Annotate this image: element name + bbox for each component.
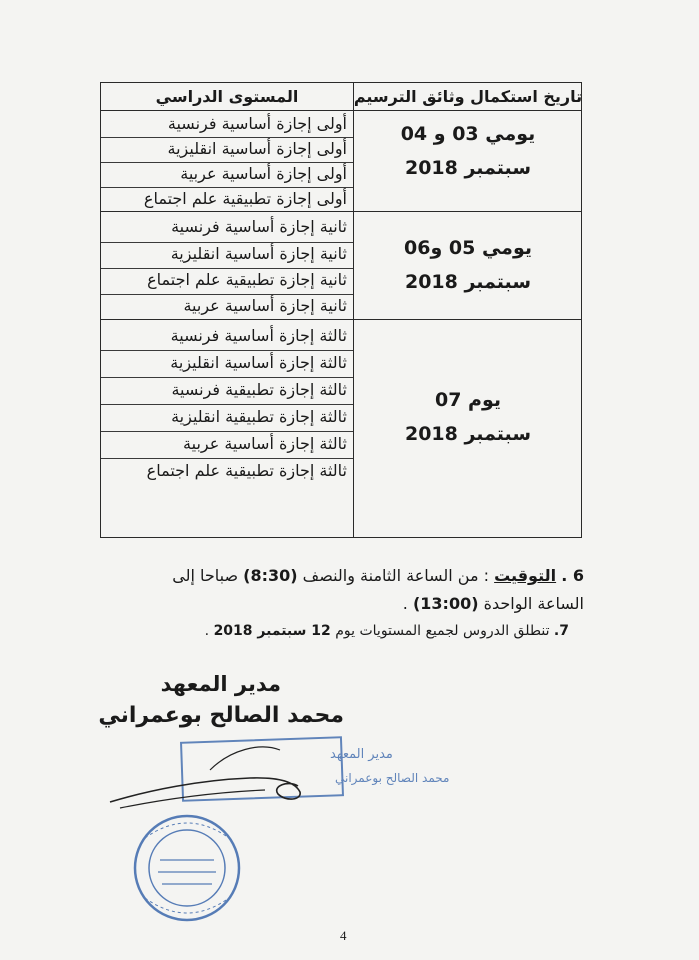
level-item: ثالثة إجازة تطبيقية انقليزية	[171, 407, 347, 426]
note-text: .	[402, 594, 413, 613]
note-time: (13:00)	[412, 594, 479, 613]
stamp-label: مدير المعهد	[330, 747, 393, 762]
date-cell-group-2	[353, 231, 583, 311]
group-separator	[101, 319, 581, 320]
note-text: صباحا إلى	[172, 566, 244, 585]
note-7	[205, 623, 569, 639]
header-level: المستوى الدراسي	[155, 87, 299, 106]
level-item: ثانية إجازة أساسية انقليزية	[170, 244, 347, 263]
signature-name: محمد الصالح بوعمراني	[98, 703, 344, 728]
level-item: ثالثة إجازة أساسية انقليزية	[170, 353, 347, 372]
stamp-and-signature	[90, 720, 450, 930]
note-text: تنطلق الدروس لجميع المستويات يوم	[330, 623, 554, 639]
handwritten-signature-icon	[110, 747, 300, 808]
note-time: (8:30)	[243, 566, 298, 585]
note-text: .	[204, 623, 214, 639]
date-line: سبتمبر 2018	[404, 271, 531, 293]
level-item: ثالثة إجازة تطبيقية فرنسية	[171, 380, 347, 399]
level-item: ثالثة إجازة تطبيقية علم اجتماع	[146, 461, 347, 480]
level-item: أولى إجازة أساسية انقليزية	[167, 139, 347, 158]
level-item: ثالثة إجازة أساسية فرنسية	[170, 326, 347, 345]
note-date: 12 سبتمبر 2018	[213, 623, 331, 639]
signature-title: مدير المعهد	[160, 672, 281, 696]
level-item: أولى إجازة أساسية عربية	[180, 164, 347, 183]
stamp-name: محمد الصالح بوعمراني	[335, 771, 450, 785]
level-item: ثانية إجازة أساسية فرنسية	[171, 217, 347, 236]
level-item: ثانية إجازة تطبيقية علم اجتماع	[147, 270, 347, 289]
rect-stamp-icon	[181, 737, 449, 801]
date-line: سبتمبر 2018	[404, 423, 531, 445]
date-cell-group-1	[353, 115, 583, 213]
level-item: أولى إجازة تطبيقية علم اجتماع	[143, 189, 347, 208]
note-6-line-2	[403, 594, 584, 613]
date-line: يومي 03 و 04	[400, 123, 536, 145]
page-number: 4	[340, 928, 347, 943]
date-cell-group-3	[353, 383, 583, 463]
date-line: يومي 05 و06	[404, 237, 532, 259]
note-text: الساعة الواحدة	[478, 594, 584, 613]
note-6-line-1	[172, 566, 584, 585]
level-item: ثانية إجازة أساسية عربية	[183, 296, 347, 315]
note-text: : من الساعة الثامنة والنصف	[297, 566, 495, 585]
level-item: ثالثة إجازة أساسية عربية	[183, 434, 347, 453]
stamp-svg	[90, 720, 450, 930]
level-item: أولى إجازة أساسية فرنسية	[167, 114, 347, 133]
note-number: 7.	[553, 623, 569, 639]
note-label: التوقيت	[494, 566, 557, 585]
note-number: 6 .	[561, 566, 584, 585]
header-date: تاريخ استكمال وثائق الترسيم	[353, 87, 583, 106]
table-header-row	[101, 83, 581, 111]
date-line: يوم 07	[434, 389, 502, 411]
date-line: سبتمبر 2018	[404, 157, 531, 179]
round-stamp-icon	[135, 816, 239, 920]
registration-table	[100, 82, 582, 538]
